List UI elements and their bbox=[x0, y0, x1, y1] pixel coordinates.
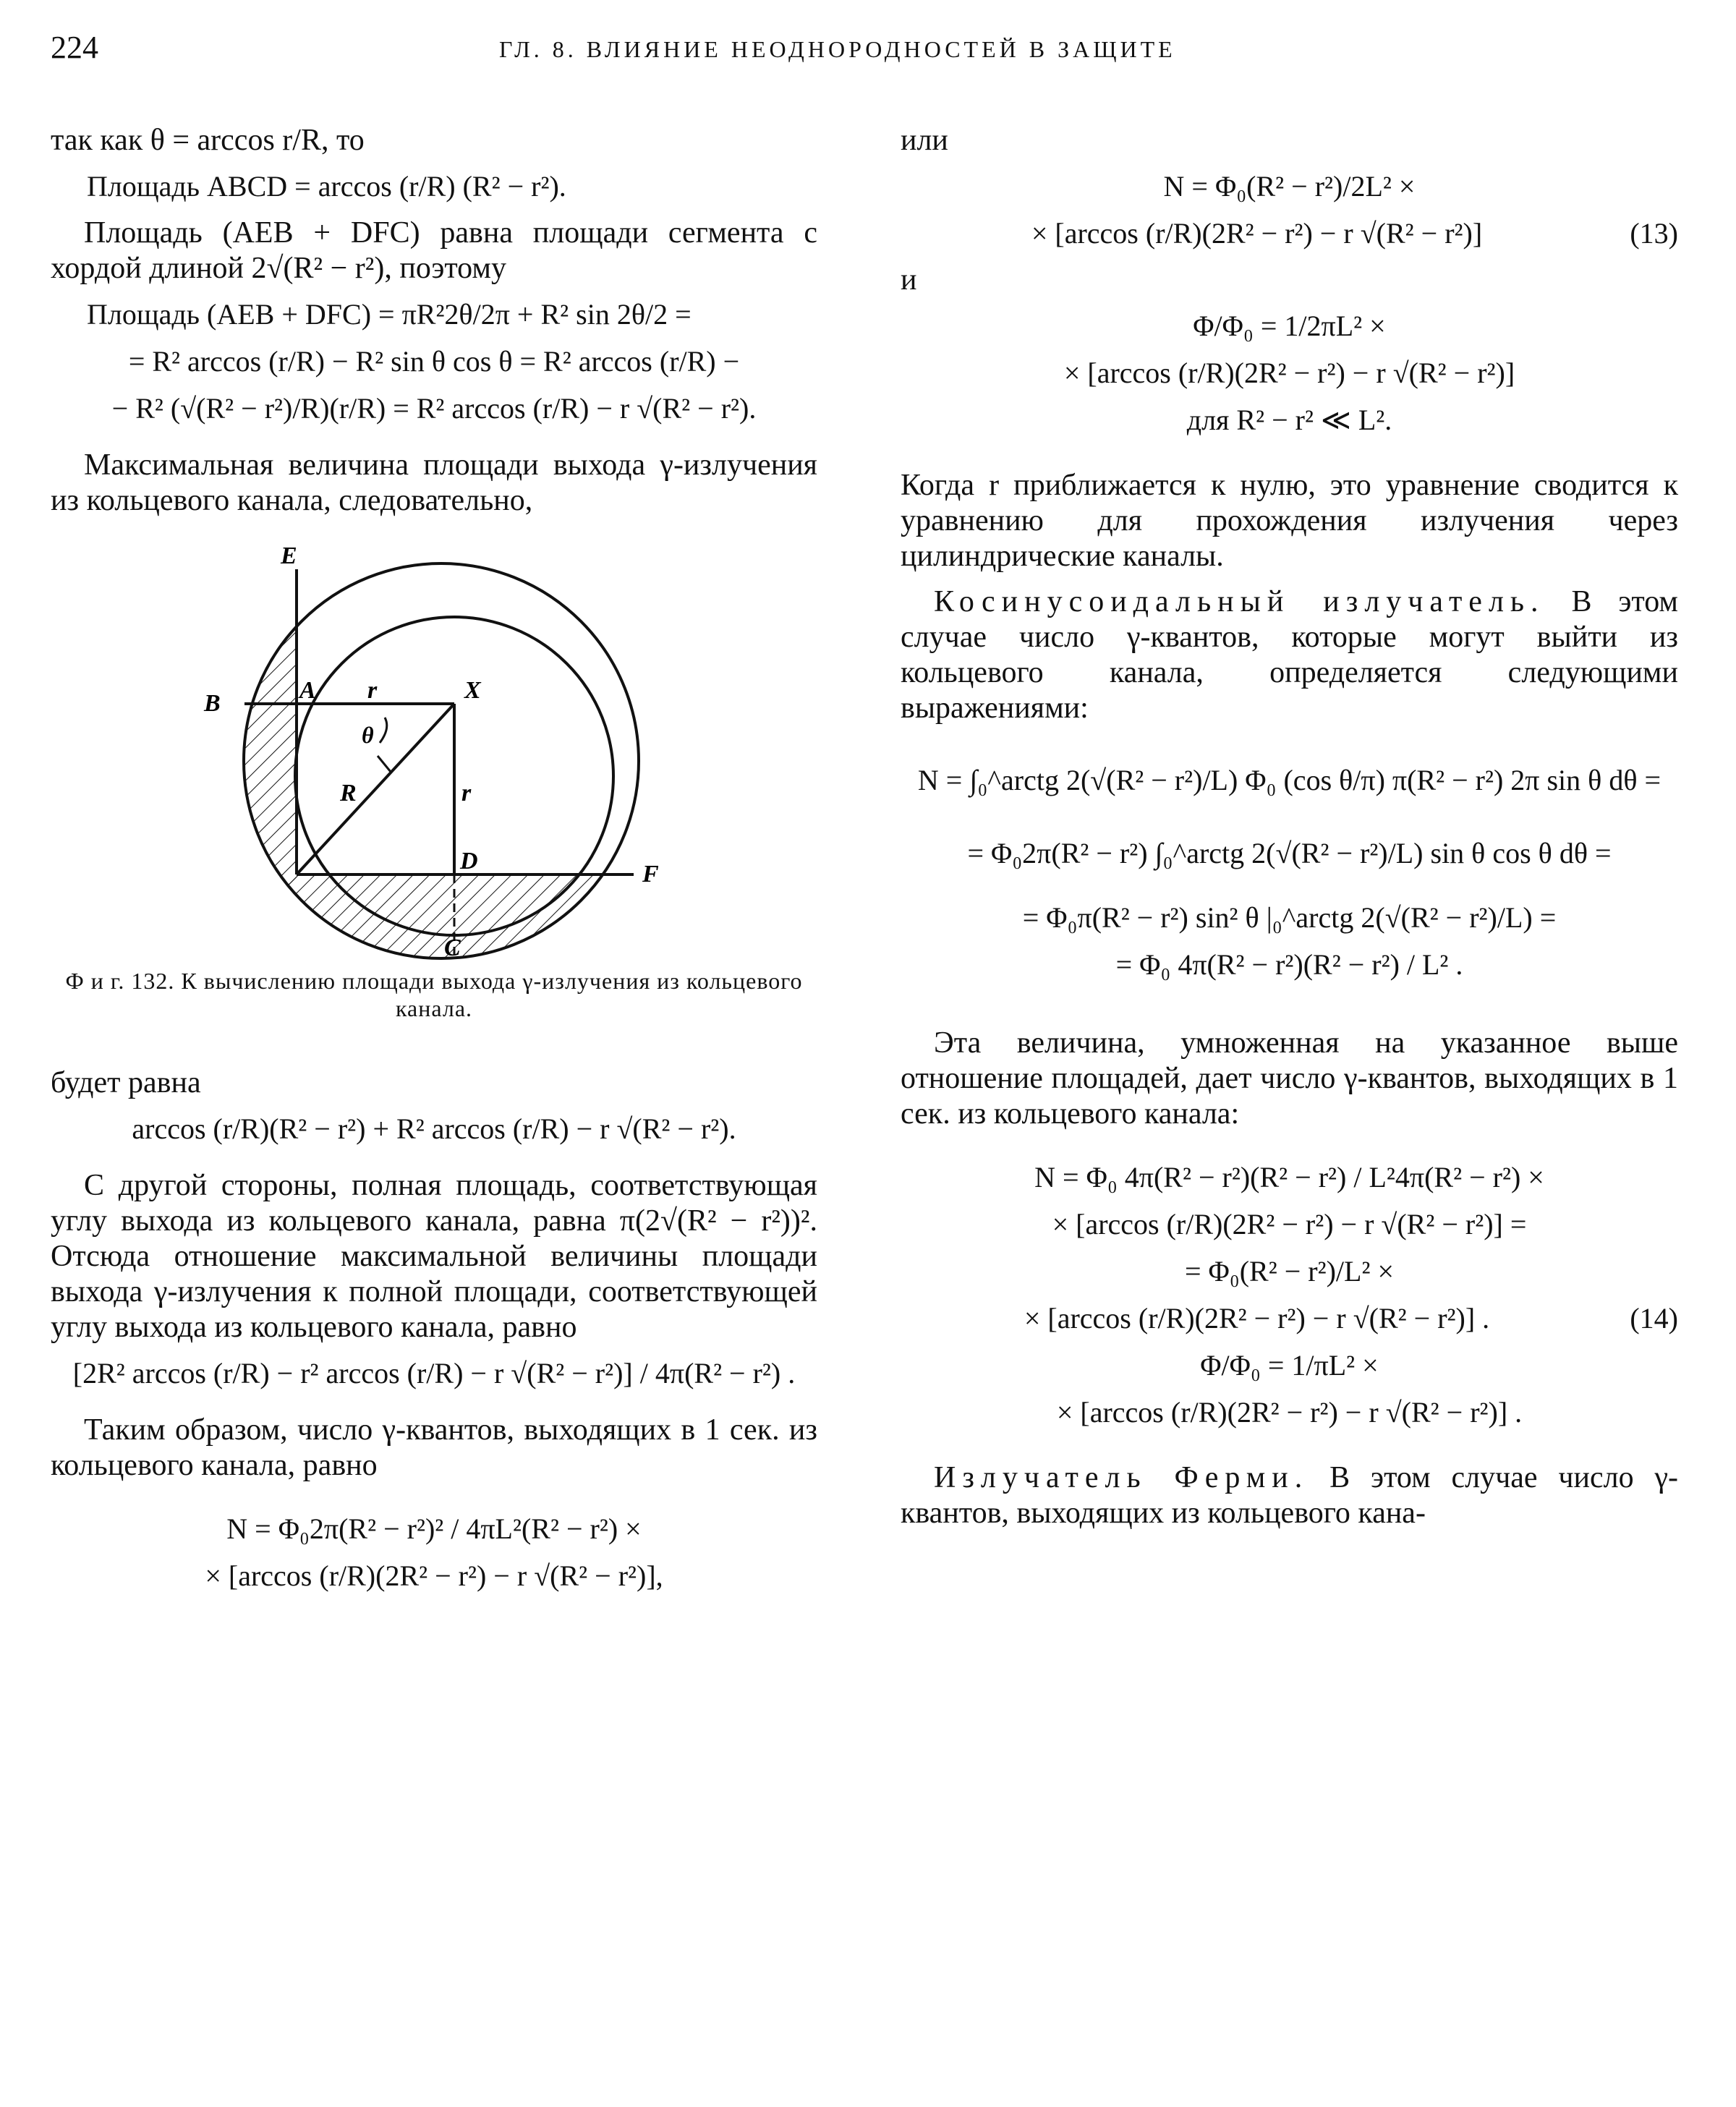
paragraph bbox=[901, 1460, 1678, 1531]
equation: × [arccos (r/R)(2R² − r²) − r √(R² − r²)] bbox=[1031, 217, 1483, 250]
equation: Φ/Φ₀ = 1/2πL² × bbox=[1193, 310, 1386, 342]
right-column bbox=[901, 123, 1678, 1541]
equation: arccos (r/R)(R² − r²) + R² arccos (r/R) − r √(R² − r²). bbox=[132, 1112, 736, 1145]
equation: N = Φ₀ 4π(R² − r²)(R² − r²) / L²4π(R² − r²) × bbox=[1034, 1161, 1544, 1193]
subheading: Косинусоидальный излучатель. bbox=[934, 585, 1545, 618]
label-theta: θ bbox=[362, 722, 374, 748]
label-r-radius: R bbox=[340, 780, 357, 806]
equation-14-row bbox=[901, 1301, 1678, 1336]
paragraph-text: В этом случае число γ-квантов, выходящих из кольцевого кана- bbox=[901, 1461, 1678, 1530]
label-c: C bbox=[444, 935, 461, 960]
label-r-top: r bbox=[367, 677, 378, 704]
paragraph: так как θ = arccos r/R, то bbox=[51, 124, 365, 157]
annular-channel-diagram bbox=[51, 533, 817, 960]
label-e: E bbox=[281, 542, 297, 569]
equation: = R² arccos (r/R) − R² sin θ cos θ = R² arccos (r/R) − bbox=[128, 345, 740, 378]
equation: N = Φ₀2π(R² − r²)² / 4πL²(R² − r²) × bbox=[226, 1512, 642, 1545]
equation: = Φ₀ 4π(R² − r²)(R² − r²) / L² . bbox=[1115, 948, 1463, 981]
equation: × [arccos (r/R)(2R² − r²) − r √(R² − r²)] = bbox=[1052, 1208, 1527, 1240]
equation: × [arccos (r/R)(2R² − r²) − r √(R² − r²)] . bbox=[1056, 1396, 1523, 1429]
label-a: A bbox=[299, 677, 316, 704]
equation: N = Φ₀(R² − r²)/2L² × bbox=[1163, 170, 1416, 203]
equation: [2R² arccos (r/R) − r² arccos (r/R) − r √(R² − r²)] / 4π(R² − r²) . bbox=[72, 1357, 796, 1389]
subheading: Излучатель Ферми. bbox=[934, 1461, 1309, 1494]
equation: × [arccos (r/R)(2R² − r²) − r √(R² − r²)], bbox=[205, 1559, 663, 1592]
paragraph: Максимальная величина площади выхода γ-излучения из кольцевого канала, следовательно, bbox=[51, 448, 817, 517]
paragraph: или bbox=[901, 124, 948, 157]
equation: − R² (√(R² − r²)/R)(r/R) = R² arccos (r/R) − r √(R² − r²). bbox=[111, 392, 757, 425]
equation: Площадь (AEB + DFC) = πR²2θ/2π + R² sin 2θ/2 = bbox=[87, 298, 692, 331]
running-head: ГЛ. 8. ВЛИЯНИЕ НЕОДНОРОДНОСТЕЙ В ЗАЩИТЕ bbox=[499, 36, 1176, 62]
equation: = Φ₀π(R² − r²) sin² θ |₀^arctg 2(√(R² − r²)/L) = bbox=[1022, 901, 1557, 934]
paragraph-text: В этом случае число γ-квантов, которые могут выйти из кольцевого канала, определяется следующими выражениями: bbox=[901, 585, 1678, 725]
equation: = Φ₀2π(R² − r²) ∫₀^arctg 2(√(R² − r²)/L) sin θ cos θ dθ = bbox=[967, 837, 1612, 869]
caption-text: К вычислению площади выхода γ-излучения из кольцевого канала. bbox=[181, 968, 803, 1021]
equation: × [arccos (r/R)(2R² − r²) − r √(R² − r²)] bbox=[1063, 357, 1515, 389]
page-header bbox=[51, 29, 1685, 72]
equation: Площадь ABCD = arccos (r/R) (R² − r²). bbox=[87, 170, 566, 203]
paragraph: Таким образом, число γ-квантов, выходящих в 1 сек. из кольцевого канала, равно bbox=[51, 1413, 817, 1482]
equation: = Φ₀(R² − r²)/L² × bbox=[1184, 1255, 1395, 1287]
label-d: D bbox=[460, 848, 478, 874]
label-b: B bbox=[204, 690, 221, 717]
caption-lead: Ф и г. 132. bbox=[65, 968, 175, 994]
label-f: F bbox=[642, 861, 659, 888]
equation: для R² − r² ≪ L². bbox=[1186, 404, 1392, 436]
equation: Φ/Φ₀ = 1/πL² × bbox=[1200, 1349, 1379, 1382]
figure-caption bbox=[51, 967, 817, 1022]
left-column bbox=[51, 123, 817, 1605]
figure-132 bbox=[51, 533, 817, 960]
paragraph: С другой стороны, полная площадь, соответствующая углу выхода из кольцевого канала, равна π(2√(R² − r²))². Отсюда отношение максимальной величины площади выхода γ-излучения к полной площади, соответствующей углу выхода из кольцевого канала, равно bbox=[51, 1169, 817, 1344]
paragraph: и bbox=[901, 263, 917, 297]
label-r-side: r bbox=[461, 780, 472, 806]
equation-13-row bbox=[901, 216, 1678, 251]
paragraph: Площадь (AEB + DFC) равна площади сегмента с хордой длиной 2√(R² − r²), поэтому bbox=[51, 216, 817, 285]
paragraph bbox=[901, 584, 1678, 726]
equation: × [arccos (r/R)(2R² − r²) − r √(R² − r²)] . bbox=[1024, 1302, 1490, 1335]
equation-number: (14) bbox=[1630, 1302, 1678, 1335]
equation: N = ∫₀^arctg 2(√(R² − r²)/L) Φ₀ (cos θ/π) π(R² − r²) 2π sin θ dθ = bbox=[917, 764, 1661, 796]
hatched-segment-bottom bbox=[239, 874, 644, 960]
label-x: X bbox=[464, 677, 481, 704]
page-number: 224 bbox=[51, 30, 98, 65]
paragraph: Эта величина, умноженная на указанное выше отношение площадей, дает число γ-квантов, выходящих в 1 сек. из кольцевого канала: bbox=[901, 1026, 1678, 1131]
paragraph: будет равна bbox=[51, 1066, 201, 1099]
paragraph: Когда r приближается к нулю, это уравнение сводится к уравнению для прохождения излучения через цилиндрические каналы. bbox=[901, 469, 1678, 573]
equation-number: (13) bbox=[1630, 217, 1678, 250]
